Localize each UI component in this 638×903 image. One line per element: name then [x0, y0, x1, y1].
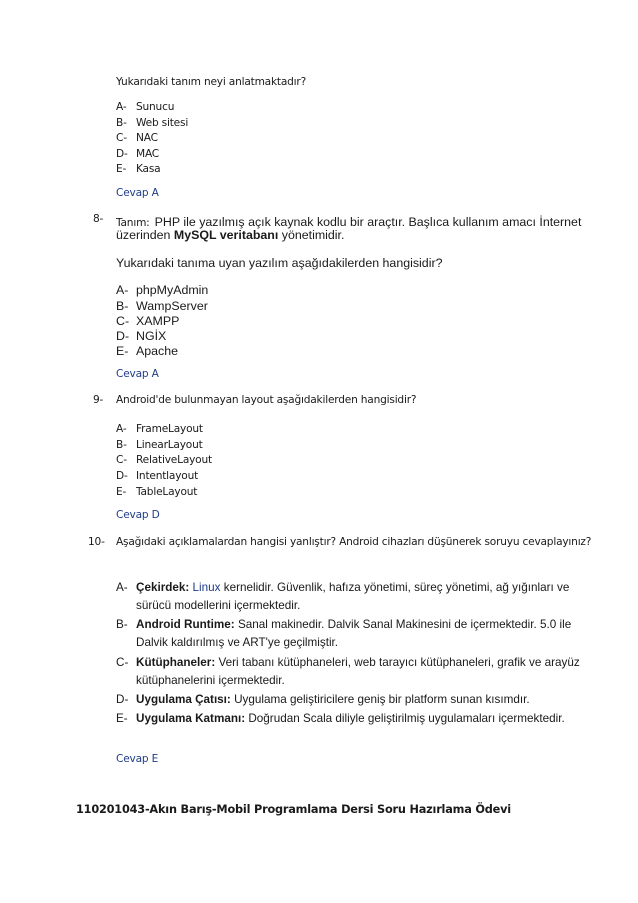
- q7-option-e-letter: E-: [116, 163, 127, 175]
- q10-option-b-text: Sanal makinedir. Dalvik Sanal Makinesini de içermektedir. 5.0 ile: [237, 618, 572, 631]
- q9-answer: Cevap D: [116, 509, 160, 521]
- q7-option-a: Sunucu: [136, 101, 175, 113]
- q7-option-e: Kasa: [136, 163, 161, 175]
- q10-question: Aşağıdaki açıklamalardan hangisi yanlıştır? Android cihazları düşünerek soruyu cevaplayınız?: [116, 536, 592, 548]
- q8-definition-bold: MySQL veritabanı: [173, 228, 279, 242]
- q9-option-d: Intentlayout: [136, 470, 199, 482]
- q8-definition-pre: üzerinden: [116, 228, 171, 242]
- q10-option-b-letter: B-: [116, 618, 128, 631]
- q7-answer: Cevap A: [116, 187, 159, 199]
- q7-option-c: NAC: [136, 132, 158, 144]
- q10-option-d-line1: [136, 693, 530, 706]
- q7-option-a-letter: A-: [116, 101, 127, 113]
- q7-option-d-letter: D-: [116, 148, 128, 160]
- q10-answer: Cevap E: [116, 753, 159, 765]
- q8-question: Yukarıdaki tanıma uyan yazılım aşağıdakilerden hangisidir?: [116, 256, 443, 270]
- q9-option-c-letter: C-: [116, 454, 127, 466]
- q10-option-c-text: Veri tabanı kütüphaneleri, web tarayıcı kütüphaneleri, grafik ve arayüz: [218, 656, 580, 669]
- q10-option-e-letter: E-: [116, 712, 128, 725]
- q10-option-b-line2: Dalvik kaldırılmış ve ART'ye geçilmiştir.: [136, 636, 339, 649]
- q10-option-e-text: Doğrudan Scala diliyle geliştirilmiş uygulamaları içermektedir.: [248, 712, 565, 725]
- q8-option-d-letter: D-: [116, 329, 130, 343]
- q8-option-c: XAMPP: [136, 314, 180, 328]
- q10-option-a-text: kernelidir. Güvenlik, hafıza yönetimi, süreç yönetimi, ağ yığınları ve: [223, 581, 570, 594]
- q10-option-a-line1: [136, 581, 569, 594]
- q8-option-a-letter: A-: [116, 283, 129, 297]
- q10-option-c-line2: kütüphanelerini içermektedir.: [136, 674, 285, 687]
- q10-option-b-line1: [136, 618, 571, 631]
- q8-number: 8-: [93, 213, 104, 225]
- q10-option-c-bold: Kütüphaneler:: [136, 656, 216, 669]
- q8-option-e: Apache: [136, 344, 179, 358]
- q7-question: Yukarıdaki tanım neyi anlatmaktadır?: [116, 76, 307, 88]
- q8-definition-text: PHP ile yazılmış açık kaynak kodlu bir araçtır. Başlıca kullanım amacı İnternet: [154, 215, 582, 229]
- q8-answer: Cevap A: [116, 368, 159, 380]
- q9-option-b-letter: B-: [116, 439, 127, 451]
- q7-option-c-letter: C-: [116, 132, 127, 144]
- q10-option-c-letter: C-: [116, 656, 129, 669]
- q10-option-a-line2: sürücü modellerini içermektedir.: [136, 599, 301, 612]
- q9-option-d-letter: D-: [116, 470, 128, 482]
- q9-number: 9-: [93, 394, 104, 406]
- q8-option-c-letter: C-: [116, 314, 130, 328]
- q9-option-e: TableLayout: [136, 486, 198, 498]
- q10-option-d-bold: Uygulama Çatısı:: [136, 693, 231, 706]
- q10-option-d-text: Uygulama geliştiricilere geniş bir platform sunan kısımdır.: [234, 693, 530, 706]
- q8-option-d: NGİX: [136, 329, 167, 343]
- q10-option-c-line1: [136, 656, 580, 669]
- q8-option-b: WampServer: [136, 299, 208, 313]
- q10-option-a-bold: Çekirdek:: [136, 581, 190, 594]
- q10-option-e-bold: Uygulama Katmanı:: [136, 712, 246, 725]
- q7-option-b: Web sitesi: [136, 117, 189, 129]
- q8-option-b-letter: B-: [116, 299, 129, 313]
- q9-question: Android'de bulunmayan layout aşağıdakilerden hangisidir?: [116, 394, 417, 406]
- q8-definition-post: yönetimidir.: [281, 228, 345, 242]
- q9-option-a-letter: A-: [116, 423, 127, 435]
- q10-option-b-bold: Android Runtime:: [136, 618, 235, 631]
- q9-option-b: LinearLayout: [136, 439, 203, 451]
- q10-number: 10-: [88, 536, 105, 548]
- q10-option-a-link[interactable]: Linux: [192, 581, 221, 594]
- q10-option-a-letter: A-: [116, 581, 128, 594]
- q8-option-a: phpMyAdmin: [136, 283, 209, 297]
- q8-definition-label: Tanım:: [116, 217, 150, 229]
- q10-option-d-letter: D-: [116, 693, 129, 706]
- q9-option-c: RelativeLayout: [136, 454, 212, 466]
- q8-definition-line2: [116, 228, 344, 242]
- q9-option-a: FrameLayout: [136, 423, 203, 435]
- q7-option-b-letter: B-: [116, 117, 127, 129]
- footer-author-line: 110201043-Akın Barış-Mobil Programlama Dersi Soru Hazırlama Ödevi: [76, 803, 511, 816]
- q10-option-e-line1: [136, 712, 565, 725]
- q8-option-e-letter: E-: [116, 344, 129, 358]
- q9-option-e-letter: E-: [116, 486, 127, 498]
- q7-option-d: MAC: [136, 148, 159, 160]
